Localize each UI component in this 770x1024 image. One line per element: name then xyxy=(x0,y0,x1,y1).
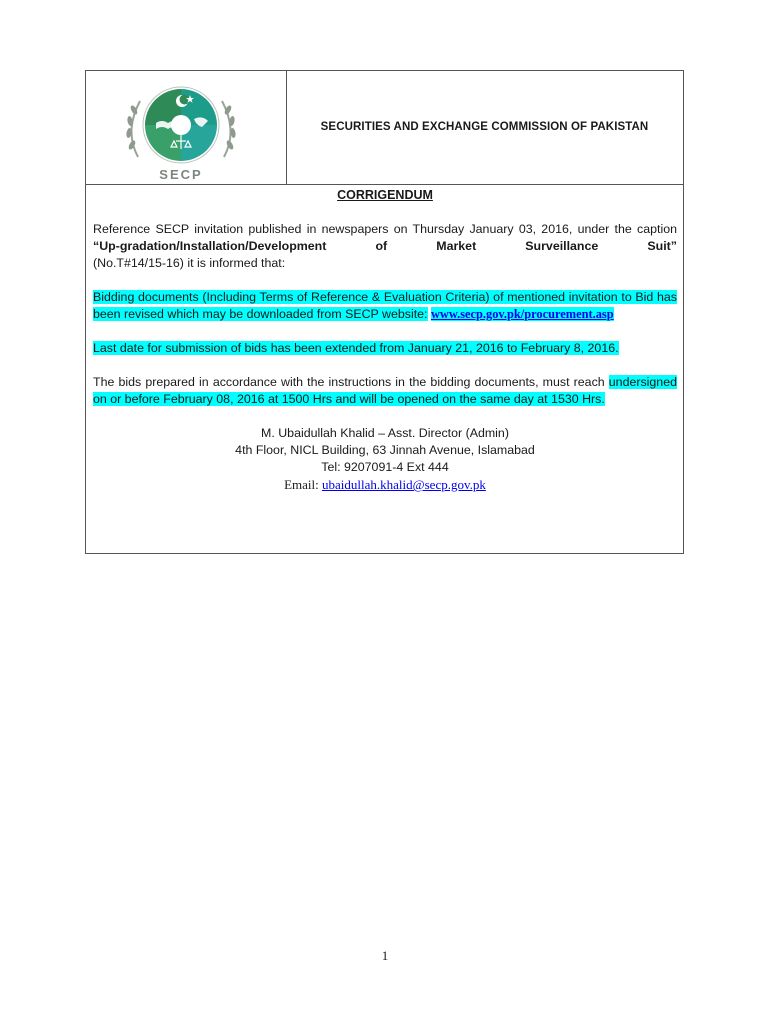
logo-cell xyxy=(86,71,287,184)
signatory-email-line xyxy=(93,476,677,493)
bids-text-2: undersigned on or before February 08, 2016 at 1500 Hrs and will be opened on the same day at 1530 Hrs. xyxy=(93,375,677,406)
intro-text-1: Reference SECP invitation published in newspapers on Thursday January 03, 2016, under the caption xyxy=(93,222,677,236)
intro-text xyxy=(93,221,677,255)
caption-word-3: Market xyxy=(436,239,477,253)
caption-word-4: Surveillance xyxy=(525,239,599,253)
signature-block xyxy=(93,425,677,493)
last-date-paragraph xyxy=(93,340,677,357)
org-name: SECURITIES AND EXCHANGE COMMISSION OF PAKISTAN xyxy=(320,121,649,133)
bidding-text: Bidding documents (Including Terms of Reference & Evaluation Criteria) of mentioned invitation to Bid has been revised which may be downloaded from SECP website: xyxy=(93,290,677,321)
document-frame xyxy=(85,70,684,554)
secp-logo-icon xyxy=(116,79,246,183)
signatory-address: 4th Floor, NICL Building, 63 Jinnah Avenue, Islamabad xyxy=(235,443,535,457)
page-number: 1 xyxy=(381,948,389,963)
logo-text: SECP xyxy=(159,167,203,182)
caption-word-1: “Up-gradation/Installation/Development xyxy=(93,239,327,253)
signatory-tel: Tel: 9207091-4 Ext 444 xyxy=(321,460,449,474)
caption-word-5: Suit” xyxy=(647,239,677,253)
bidding-paragraph xyxy=(93,289,677,323)
last-date-text: Last date for submission of bids has been extended from January 21, 2016 to February 8, 2016. xyxy=(93,341,619,355)
signatory-name: M. Ubaidullah Khalid – Asst. Director (Admin) xyxy=(261,426,509,440)
email-label: Email: xyxy=(284,477,323,492)
intro-text-2: (No.T#14/15-16) it is informed that: xyxy=(93,256,286,270)
caption-word-2: of xyxy=(375,239,388,253)
notice-title: CORRIGENDUM xyxy=(337,188,433,202)
bids-paragraph xyxy=(93,374,677,408)
website-link[interactable]: www.secp.gov.pk/procurement.asp xyxy=(430,307,614,321)
intro-paragraph xyxy=(93,221,677,272)
header-row xyxy=(86,71,683,185)
bids-text-1: The bids prepared in accordance with the instructions in the bidding documents, must reach xyxy=(93,375,605,389)
notice-content xyxy=(93,187,677,493)
email-link[interactable]: ubaidullah.khalid@secp.gov.pk xyxy=(322,477,486,492)
